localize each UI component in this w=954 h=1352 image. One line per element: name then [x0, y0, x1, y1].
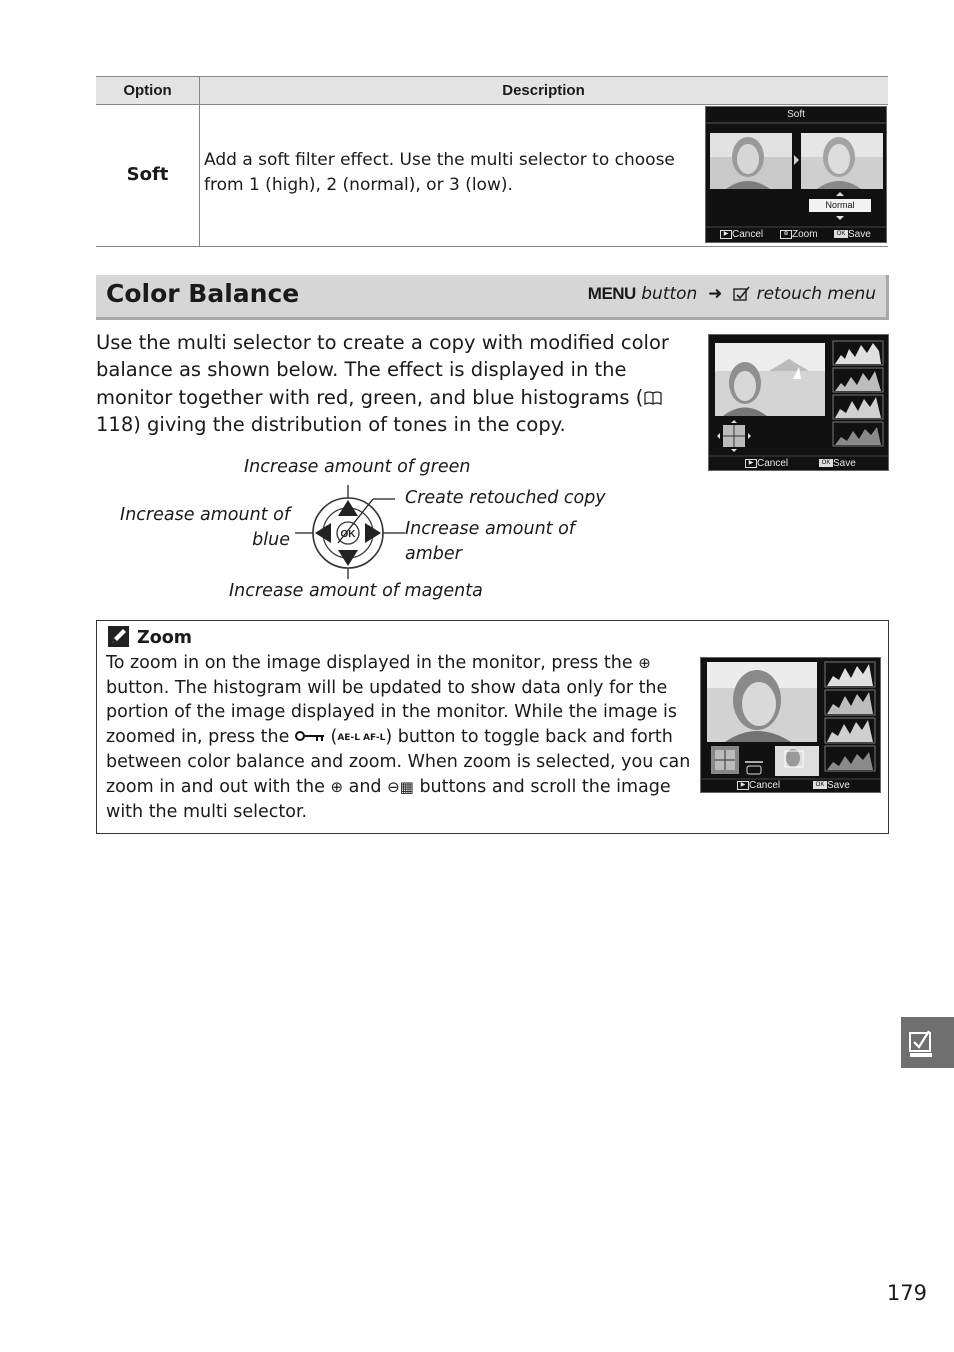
ok-icon: OK — [834, 230, 848, 238]
zoom-preview — [701, 658, 880, 792]
playback-icon: ▶ — [737, 781, 749, 790]
ok-icon: OK — [819, 459, 833, 467]
color-balance-preview — [709, 335, 888, 470]
zoom-in-icon: ⊕ — [330, 777, 344, 796]
label-left-blue: Increase amount of blue — [120, 505, 290, 550]
playback-icon: ▶ — [745, 459, 757, 468]
retouch-menu-icon — [901, 1017, 954, 1068]
menu-path: MENU button ➜ retouch menu — [587, 284, 876, 304]
menu-button-label: MENU — [587, 284, 636, 303]
ok-button-label: OK — [340, 529, 356, 540]
retouch-menu-icon — [733, 285, 751, 301]
zoom-hint: ⊕ Zoom — [780, 229, 818, 240]
section-header — [96, 275, 889, 320]
zoom-note — [96, 620, 889, 834]
zoom-screen — [700, 657, 881, 793]
column-divider — [199, 76, 200, 247]
label-center-create: Create retouched copy — [405, 488, 606, 508]
protect-key-icon — [295, 730, 325, 742]
label-right-amber: Increase amount of amber — [405, 519, 575, 564]
soft-level-value: Normal — [825, 200, 855, 210]
book-reference-icon — [643, 390, 663, 406]
option-table — [96, 76, 888, 247]
soft-filter-screen — [705, 106, 887, 243]
table-header — [96, 76, 888, 105]
save-hint: OK Save — [834, 229, 871, 240]
zoom-in-icon: ⊕ — [780, 230, 792, 239]
save-hint: OK Save — [819, 458, 856, 469]
zoom-out-thumbnail-icon: ⊖▦ — [387, 777, 414, 796]
cancel-hint: ▶ Cancel — [737, 780, 780, 791]
table-bottom-rule — [96, 246, 888, 247]
retouch-section-tab — [901, 1017, 954, 1068]
intro-paragraph: Use the multi selector to create a copy with modified color balance as shown below. The effect is displayed in the monitor together with red, green, and blue histograms ( 118) giving the distribution of tones in the copy. — [96, 331, 669, 437]
option-name-soft: Soft — [126, 164, 169, 185]
note-title: Zoom — [137, 628, 192, 648]
label-up-green: Increase amount of green — [244, 457, 471, 477]
option-description-soft: Add a soft filter effect. Use the multi selector to choose from 1 (high), 2 (normal), or 3 (low). — [204, 150, 675, 195]
save-hint: OK Save — [813, 780, 850, 791]
soft-preview-images — [706, 107, 886, 242]
screen-title: Soft — [787, 109, 805, 120]
multi-selector-icon — [295, 485, 405, 581]
label-down-magenta: Increase amount of magenta — [229, 581, 483, 601]
ok-icon: OK — [813, 781, 827, 789]
arrow-icon: ➜ — [708, 284, 723, 304]
cancel-hint: ▶ Cancel — [745, 458, 788, 469]
note-pencil-icon — [108, 626, 129, 647]
header-option: Option — [123, 82, 172, 99]
zoom-in-icon: ⊕ — [638, 654, 651, 672]
section-title: Color Balance — [106, 279, 300, 308]
playback-icon: ▶ — [720, 230, 732, 239]
header-description: Description — [502, 82, 585, 99]
cancel-hint: ▶ Cancel — [720, 229, 763, 240]
note-text: To zoom in on the image displayed in the monitor, press the ⊕ button. The histogram will be updated to show data only for the portion of the image displayed in the monitor. While the image is zoomed in, press the (AE-L AF-L) button to toggle back and forth between color balance and zoom. When zoom is selected, you can zoom in and out with the ⊕ and ⊖▦ buttons and scroll the image with the multi selector. — [106, 653, 691, 822]
color-balance-screen — [708, 334, 889, 471]
page-reference: 118 — [96, 413, 134, 437]
ae-l-af-l-button-label: AE-L AF-L — [337, 732, 386, 743]
page-number: 179 — [886, 1281, 927, 1305]
